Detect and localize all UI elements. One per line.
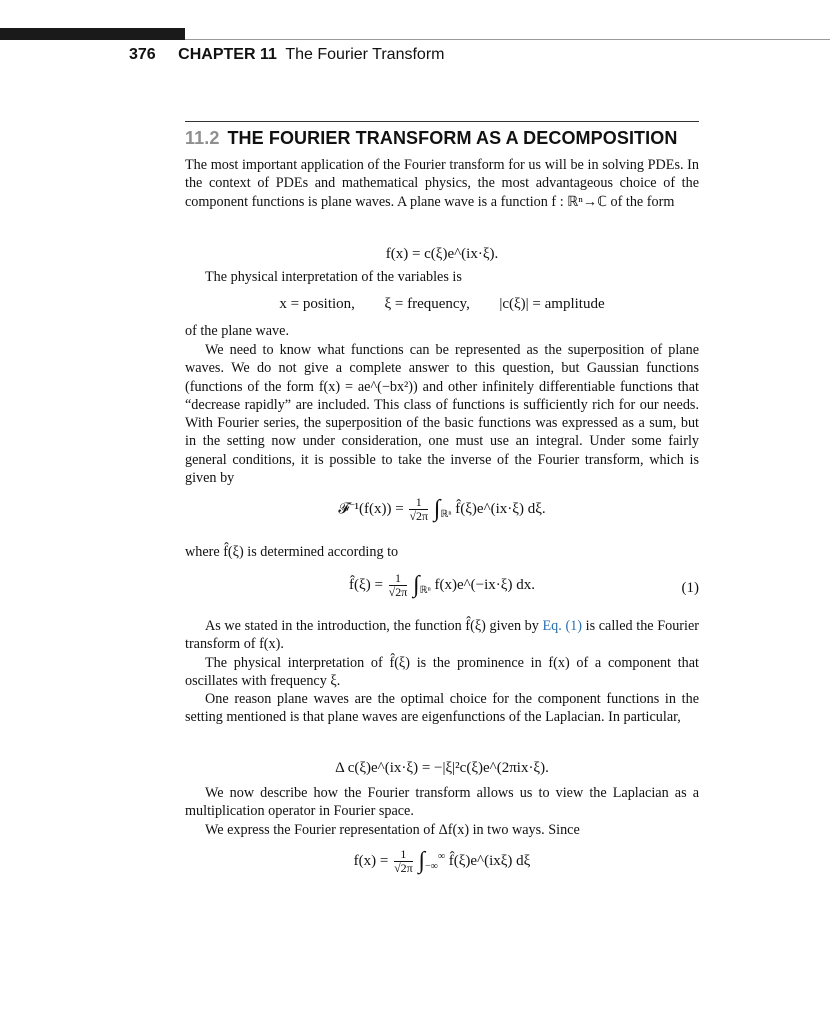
section-heading [185, 128, 677, 149]
equation-inverse-transform: 𝓕⁻¹(f(x)) = $\frac{1}{√2\pi}$ $\int_{ℝ^n}$ f̂(ξ)e^(ix·ξ) dξ. [338, 495, 546, 523]
integral-sign: ∫ [418, 848, 426, 874]
equation-laplacian: Δ c(ξ)e^(ix·ξ) = −|ξ|²c(ξ)e^(2πix·ξ). [335, 760, 549, 776]
paragraph-9 [185, 784, 699, 821]
paragraph-text: of the plane wave. [185, 323, 289, 339]
integral-sign: ∫ [433, 496, 441, 522]
paragraph-2 [185, 268, 699, 286]
top-rule [185, 39, 830, 40]
equation-fourier-transform: f̂(ξ) = $\frac{1}{√2\pi}$ $\int_{ℝ^n}$ f(x)e^(−ix·ξ) dx. (1) [349, 571, 699, 599]
paragraph-text: One reason plane waves are the optimal choice for the component functions in the setting mentioned is that plane waves are eigenfunctions of the Laplacian. In particular, [185, 691, 699, 726]
eq-amplitude: |c(ξ)| = amplitude [499, 296, 605, 312]
paragraph-text: The most important application of the Fourier transform for us will be in solving PDEs. In the context of PDEs and mathematical physics, the most advantageous choice of the component functions is plane waves. A plane wave is a function f : ℝⁿ→ℂ of the form [185, 157, 699, 210]
section-rule [185, 121, 699, 122]
paragraph-10 [185, 821, 699, 839]
paragraph-6: As we stated in the introduction, the function f̂(ξ) given by Eq. (1) is called the Fourier transform of f(x). [185, 618, 699, 653]
equation-fourier-representation: f(x) = $\frac{1}{√2\pi}$ $\int_{-\infty}^\infty$ f̂(ξ)e^(ixξ) dξ [353, 847, 531, 875]
section-title: THE FOURIER TRANSFORM AS A DECOMPOSITION [227, 128, 678, 148]
fraction: $\frac{1}{√2\pi}$ [409, 495, 429, 523]
top-accent-bar [0, 28, 185, 40]
integral-sign: ∫ [413, 572, 420, 598]
eq-frequency: ξ = frequency, [384, 296, 470, 312]
paragraph-text: We express the Fourier representation of Δf(x) in two ways. Since [205, 822, 580, 838]
equation-reference-link[interactable]: Eq. (1) [542, 618, 583, 634]
fraction: $\frac{1}{√2\pi}$ [394, 847, 413, 875]
paragraph-8 [185, 690, 699, 727]
paragraph-text: We need to know what functions can be represented as the superposition of plane waves. We do not give a complete answer to this question, but Gaussian functions (functions of the form f(x) = ae^(−bx²)) and other infinitely differentiable functions that “decrease rapidly” are included. This class of functions is sufficiently rich for our needs. With Fourier series, the superposition of the basic functions was expressed as a sum, but in the setting now under consideration, one must use an integral. Under some fairly general conditions, it is possible to take the inverse of the Fourier transform, which is given by [185, 342, 699, 487]
paragraph-text: where f̂(ξ) is determined according to [185, 544, 399, 560]
equation-number: (1) [681, 580, 699, 596]
paragraph-text: The physical interpretation of f̂(ξ) is the prominence in f(x) of a component that oscillates with frequency ξ. [185, 655, 699, 690]
chapter-label: CHAPTER 11 [178, 46, 277, 63]
paragraph-5 [185, 543, 699, 561]
running-head [129, 46, 444, 64]
equation-plane-wave: f(x) = c(ξ)e^(ix·ξ). [385, 246, 499, 262]
paragraph-text: The physical interpretation of the variables is [205, 269, 462, 285]
equation-interpretation [185, 296, 699, 313]
paragraph-1 [185, 156, 699, 211]
fraction: $\frac{1}{√2\pi}$ [388, 571, 408, 599]
paragraph-4 [185, 341, 699, 487]
eq-position: x = position, [279, 296, 355, 312]
chapter-title: The Fourier Transform [285, 46, 445, 63]
paragraph-text: We now describe how the Fourier transform allows us to view the Laplacian as a multiplication operator in Fourier space. [185, 785, 699, 820]
section-number: 11.2 [185, 128, 220, 148]
page-number: 376 [129, 46, 156, 63]
paragraph-7 [185, 654, 699, 691]
paragraph-3 [185, 322, 699, 340]
